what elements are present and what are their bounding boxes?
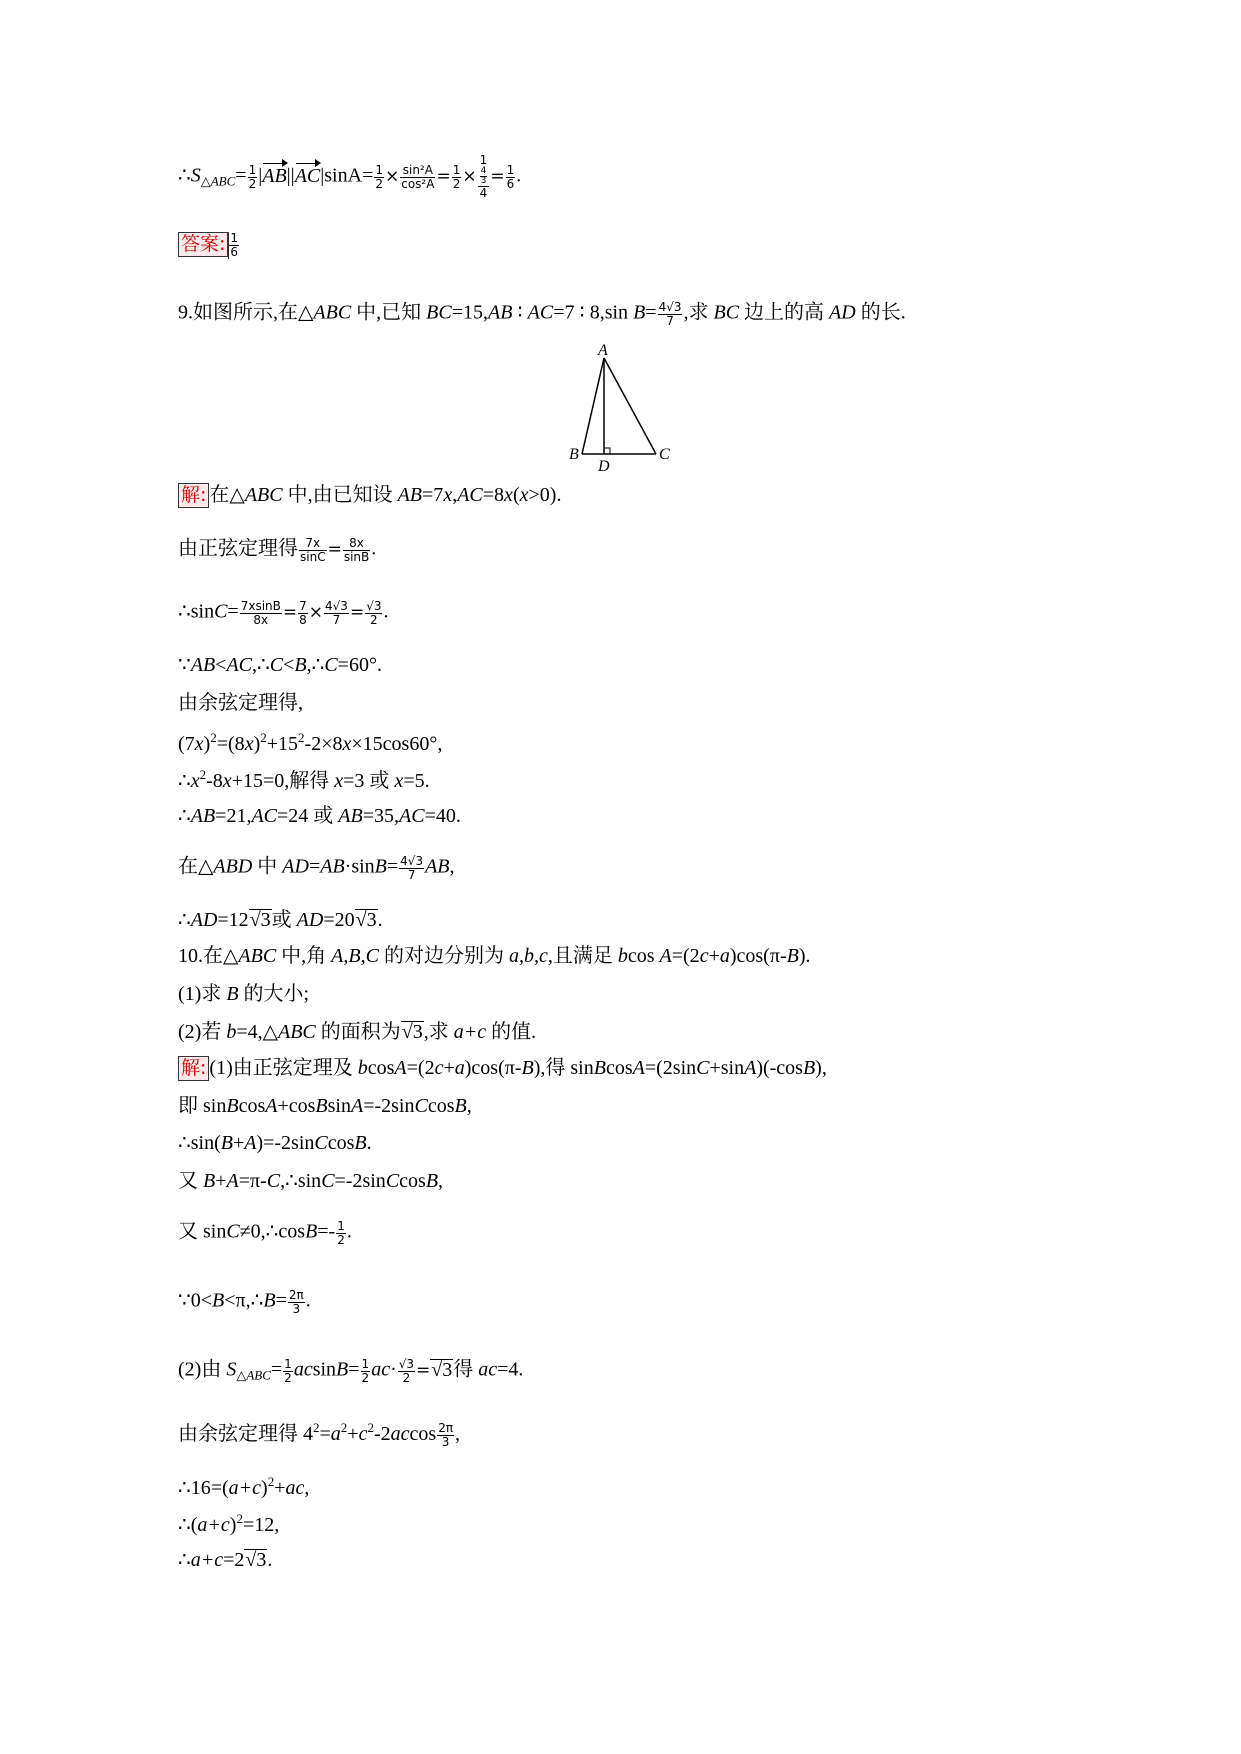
fraction: $\frac{4√3}{7}$ xyxy=(325,599,348,627)
text: = xyxy=(235,164,247,187)
fraction: $\frac{1}{2}$ xyxy=(452,162,461,191)
fraction: $\frac{2\pi}{3}$ xyxy=(438,1421,454,1449)
solution-10-line-5: 又 sinC≠0,∴cosB=- $\frac{1}{2}$ . xyxy=(178,1219,352,1247)
solution-9-line-2: 由正弦定理得 $\frac{7x}{\sin C}$ = $\frac{8x}{\sin B}$ . xyxy=(178,536,377,564)
triangle-figure xyxy=(560,340,690,475)
label-b: B xyxy=(569,446,579,463)
label-c: C xyxy=(659,446,670,463)
fraction: $\frac{8x}{\sin B}$ xyxy=(343,536,370,564)
fraction: $\frac{1}{6}$ xyxy=(506,162,515,191)
solution-10-line-7: (2)由 $S_{\triangle ABC}=$ $\frac{1}{2}$ acsinB= $\frac{1}{2}$ ac· $\frac{√3}{2}$ =√3得 ac=4. xyxy=(178,1357,524,1385)
right-angle-mark xyxy=(604,448,610,454)
question-10-part-1: (1)求 B 的大小; xyxy=(178,983,310,1005)
solution-10-line-11: ∴a+c=2√3. xyxy=(178,1549,273,1571)
var: S xyxy=(190,164,201,187)
text: sinA xyxy=(324,164,363,187)
solution-9-line-3: ∴sinC= $\frac{7xsinB}{8x}$ = $\frac{7}{8}$ × $\frac{4√3}{7}$ = $\frac{√3}{2}$ . xyxy=(178,599,389,627)
answer-tag: 答案: xyxy=(178,232,228,257)
solution-10-line-6: ∵0<B<π,∴B= $\frac{2\pi}{3}$ . xyxy=(178,1288,311,1316)
solution-10-line-2: 即 sinBcosA+cosBsinA=-2sinCcosB, xyxy=(178,1095,472,1117)
solution-9-line-7: $\therefore x^2-8x+15=0$,解得 x=3 或 x=5. xyxy=(178,767,430,792)
fraction: $\frac{1}{2}$ xyxy=(284,1357,292,1385)
fraction: $\frac{7x}{\sin C}$ xyxy=(300,536,326,564)
fraction: $\frac{7}{8}$ xyxy=(299,599,307,627)
solution-tag: 解: xyxy=(178,483,209,508)
fraction: $\frac{4√3}{7}$ xyxy=(400,854,424,882)
subscript: △ABC xyxy=(200,173,236,189)
therefore-symbol: ∴ xyxy=(178,164,191,187)
vector-ab: AB xyxy=(262,164,287,187)
fraction: $\frac{7xsinB}{8x}$ xyxy=(240,599,281,627)
solution-10-line-8: 由余弦定理得 $4^2=a^2+c^2-2accos$ $\frac{2\pi}{3}$ , xyxy=(178,1420,461,1449)
solution-10-line-1: 解: (1)由正弦定理及 bcosA=(2c+a)cos(π-B),得 sinBcosA=(2sinC+sinA)(-cosB), xyxy=(178,1056,827,1081)
formula-area: $\therefore S_{\triangle ABC}=$ $\frac{1}{2}$ |AB||AC|sinA= $\frac{1}{2}$ × $\frac{\text{sin²A}}{\text{cos²A}}$ = $\frac{1}{2}$ × 1 $\frac{4}{3}$ 4 = $\frac{1}{6}$ . xyxy=(178,153,522,201)
solution-9-line-5: 由余弦定理得, xyxy=(178,692,303,714)
fraction: $\frac{1}{2}$ xyxy=(337,1219,345,1247)
answer-line xyxy=(178,232,239,259)
question-9: 9.如图所示,在△ABC 中,已知 BC=15,AB ∶ AC=7 ∶ 8,sin B= $\frac{4√3}{7}$ ,求 BC 边上的高 AD 的长. xyxy=(178,300,906,328)
fraction: $\frac{4√3}{7}$ xyxy=(658,300,682,328)
solution-9-line-1: 解: 在△ABC 中,由已知设 AB=7x,AC=8x(x>0). xyxy=(178,483,561,508)
solution-9-line-6: $(7x)^2=(8x)^2+15^2-2\times 8x\times 15\cos 60^\circ$, xyxy=(178,730,443,755)
solution-10-line-4: 又 B+A=π-C,∴sinC=-2sinCcosB, xyxy=(178,1170,444,1192)
fraction: $\frac{√3}{2}$ xyxy=(366,599,382,627)
fraction: $\frac{1}{2}$ xyxy=(248,162,257,191)
question-10: 10.在△ABC 中,角 A,B,C 的对边分别为 a,b,c,且满足 bcos A=(2c+a)cos(π-B). xyxy=(178,945,811,967)
solution-tag: 解: xyxy=(178,1056,209,1081)
side-ac xyxy=(604,358,656,454)
solution-10-line-3: ∴sin(B+A)=-2sinCcosB. xyxy=(178,1132,372,1154)
fraction: $\frac{2\pi}{3}$ xyxy=(288,1288,304,1316)
fraction: $\frac{1}{2}$ xyxy=(361,1357,370,1385)
fraction: $\frac{\text{sin²A}}{\text{cos²A}}$ xyxy=(401,162,435,191)
solution-10-line-10: $\therefore(a+c)^2=12$, xyxy=(178,1511,280,1536)
question-10-part-2: (2)若 b=4,△ABC 的面积为√3,求 a+c 的值. xyxy=(178,1021,537,1043)
solution-9-line-9: 在△ABD 中 AD=AB·sinB= $\frac{4√3}{7}$ AB, xyxy=(178,854,455,882)
label-d: D xyxy=(598,458,610,475)
solution-10-line-9: $\therefore 16=(a+c)^2+ac$, xyxy=(178,1474,310,1499)
side-ab xyxy=(582,358,604,454)
solution-9-line-4: ∵AB<AC,∴C<B,∴C=60°. xyxy=(178,654,382,676)
label-a: A xyxy=(598,342,608,359)
nested-fraction: 1 $\frac{4}{3}$ 4 xyxy=(478,154,490,200)
solution-9-line-10: ∴AD=12√3或 AD=20√3. xyxy=(178,909,383,931)
vector-ac: AC xyxy=(294,164,321,187)
solution-9-line-8: ∴AB=21,AC=24 或 AB=35,AC=40. xyxy=(178,805,461,827)
fraction: $\frac{1}{2}$ xyxy=(375,162,383,191)
fraction: $\frac{√3}{2}$ xyxy=(398,1357,415,1385)
fraction: $\frac{1}{6}$ xyxy=(230,231,239,259)
